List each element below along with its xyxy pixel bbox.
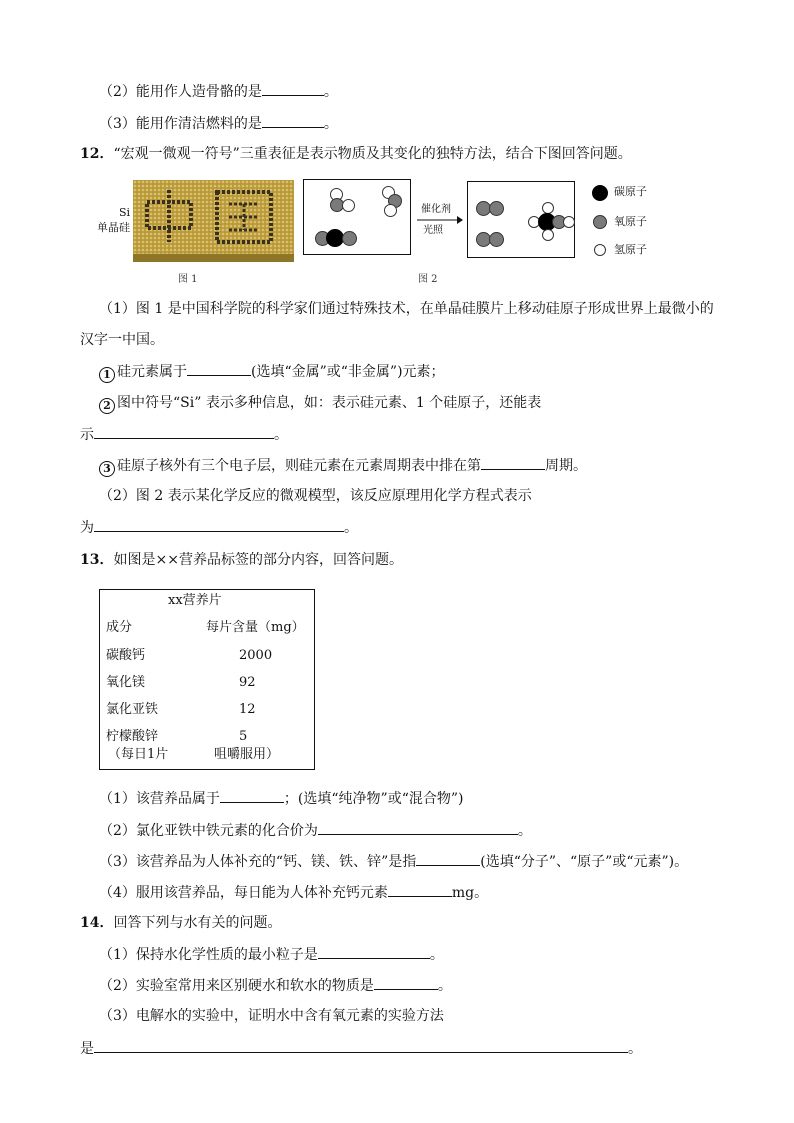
label-title: xx营养片 [168,593,222,608]
silicon-chip-illustration [133,180,294,262]
answer-blank[interactable] [318,820,518,835]
circled-number-3: 3 [99,461,115,477]
answer-blank[interactable] [220,788,284,803]
ingredient-name: 柠檬酸锌 [106,729,159,744]
ingredient-name: 氯化亚铁 [106,702,159,717]
q14-line-1: （1）保持水化学性质的最小粒子是 。 [99,944,444,965]
oxygen-atom [342,231,357,246]
q14-line-2: （2）实验室常用来区别硬水和软水的物质是 。 [99,975,452,996]
hydrogen-atom [384,204,397,217]
ingredient-value: 92 [239,675,256,690]
q14-line-3a: （3）电解水的实验中，证明水中含有氧元素的实验方法 [99,1008,444,1024]
hydrogen-atom [542,229,554,241]
dosage-note-2: 咀嚼服用） [214,747,280,762]
circled-number-1: 1 [99,367,115,383]
answer-blank[interactable] [374,975,438,990]
q11-line-3: （3）能用作清洁燃料的是 。 [99,113,338,134]
answer-blank[interactable] [187,361,251,376]
answer-blank[interactable] [262,113,324,128]
hydrogen-atom [563,216,575,228]
circled-number-2: 2 [99,398,115,414]
ingredient-name: 碳酸钙 [106,648,146,663]
q12-stem: 12．“宏观一微观一符号”三重表征是表示物质及其变化的独特方法，结合下图回答问题。 [80,146,632,162]
fig1-single-crystal-label: 单晶硅 [97,221,130,234]
q12-sub2: 2 图中符号“Si” 表示多种信息，如：表示硅元素、1 个硅原子，还能表 [99,393,541,414]
oxygen-legend-icon [593,215,607,229]
q13-line-1: （1）该营养品属于 ；(选填“纯净物”或“混合物”) [99,788,463,809]
legend-oxygen: 氧原子 [614,215,647,228]
oxygen-atom [489,201,504,216]
silicon-chip-image [133,180,294,262]
legend-carbon: 碳原子 [614,185,647,198]
fig1-si-label: Si [118,206,130,219]
q12-sub3: 3 硅原子核外有三个电子层，则硅元素在元素周期表中排在第 周期。 [99,455,587,477]
q12-p1-line1: （1）图 1 是中国科学院的科学家们通过特殊技术，在单晶硅膜片上移动硅原子形成世界上最微小的 [99,301,714,317]
answer-blank[interactable] [94,517,344,532]
answer-blank[interactable] [416,851,480,866]
q12-sub1: 1 硅元素属于 (选填“金属”或“非金属”)元素； [99,361,445,383]
q14-stem: 14．回答下列与水有关的问题。 [80,915,282,931]
answer-blank[interactable] [481,455,545,470]
carbon-legend-icon [592,185,608,201]
answer-blank[interactable] [262,81,324,96]
fig1-caption: 图 1 [178,274,198,285]
ingredient-value: 2000 [239,648,273,663]
q12-p2-line2: 为 。 [80,517,358,538]
q12-p2-line1: （2）图 2 表示某化学反应的微观模型，该反应原理用化学方程式表示 [99,488,532,504]
q12-p1-line2: 汉字一中国。 [80,332,164,348]
answer-blank[interactable] [94,1038,628,1053]
col-ingredient-header: 成分 [106,620,133,635]
dosage-note: （每日1片 [108,747,169,762]
q13-line-4: （4）服用该营养品，每日能为人体补充钙元素 mg。 [99,882,488,903]
col-amount-header: 每片含量（mg） [206,620,305,635]
answer-blank[interactable] [318,944,430,959]
answer-blank[interactable] [388,882,452,897]
hydrogen-atom [342,199,355,212]
q13-line-2: （2）氯化亚铁中铁元素的化合价为 。 [99,820,532,841]
light-label: 光照 [423,225,443,236]
answer-blank[interactable] [94,424,274,439]
ingredient-value: 12 [239,702,256,717]
q14-line-3b: 是 。 [80,1038,642,1059]
legend-hydrogen: 氢原子 [614,243,647,256]
ingredient-value: 5 [239,729,248,744]
oxygen-atom [489,232,504,247]
q11-line-2: （2）能用作人造骨骼的是 。 [99,81,338,102]
hydrogen-legend-icon [594,244,606,256]
catalyst-label: 催化剂 [421,204,451,215]
fig2-caption: 图 2 [418,274,438,285]
reactants-box [303,179,411,255]
nutrition-label-box [99,589,315,770]
ingredient-name: 氧化镁 [106,675,146,690]
q13-line-3: （3）该营养品为人体补充的“钙、镁、铁、锌”是指 (选填“分子”、“原子”或“元素”)。 [99,851,688,872]
products-box [467,181,575,258]
q13-stem: 13．如图是××营养品标签的部分内容，回答问题。 [80,552,403,568]
q12-sub2-cont: 示 。 [80,424,288,445]
